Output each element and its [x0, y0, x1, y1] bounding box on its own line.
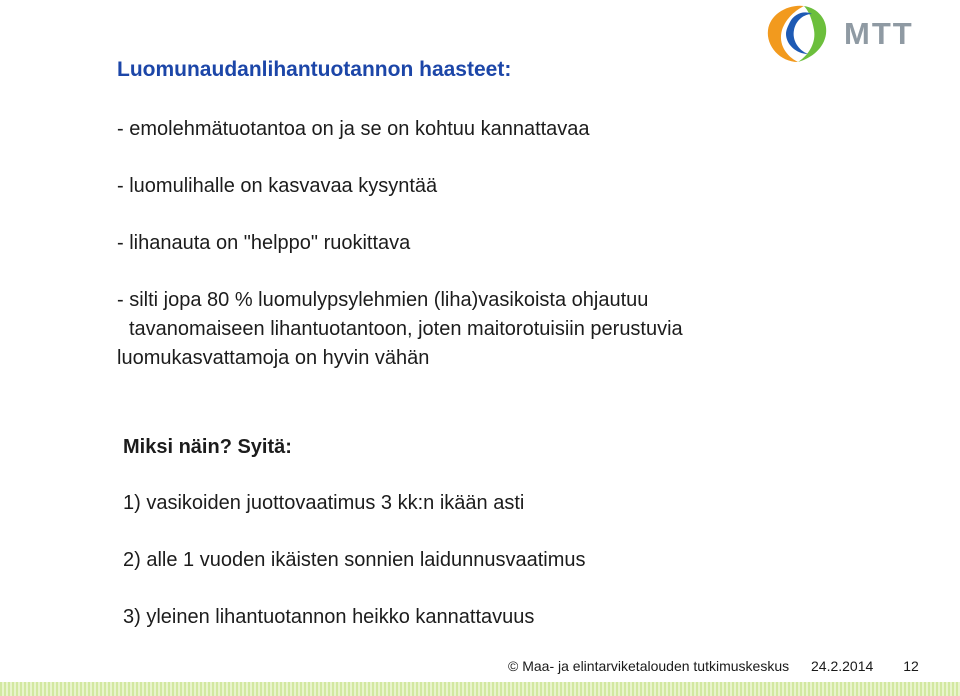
footer-page-number: 12: [903, 658, 919, 674]
footer-copyright: © Maa- ja elintarviketalouden tutkimuskeskus: [508, 658, 790, 674]
mtt-logo-icon: [764, 0, 934, 70]
bullet-4-line-3: luomukasvattamoja on hyvin vähän: [117, 347, 430, 369]
footer-bar: [0, 682, 960, 696]
bullet-4-line-1: - silti jopa 80 % luomulypsylehmien (liha)vasikoista ohjautuu: [117, 289, 649, 311]
slide-title: Luomunaudanlihantuotannon haasteet:: [117, 58, 512, 81]
reason-3: 3) yleinen lihantuotannon heikko kannattavuus: [123, 606, 535, 628]
footer-date: 24.2.2014: [811, 658, 874, 674]
bullet-4-line-2: tavanomaiseen lihantuotantoon, joten maitorotuisiin perustuvia: [129, 318, 683, 340]
bullet-1: - emolehmätuotantoa on ja se on kohtuu kannattavaa: [117, 118, 590, 140]
bullet-3: - lihanauta on "helppo" ruokittava: [117, 232, 411, 254]
footer: [508, 658, 919, 674]
bullet-2: - luomulihalle on kasvavaa kysyntää: [117, 175, 438, 197]
subheading: Miksi näin? Syitä:: [123, 436, 292, 458]
logo-text: MTT: [844, 16, 914, 51]
mtt-logo: [764, 0, 934, 70]
reason-2: 2) alle 1 vuoden ikäisten sonnien laidunnusvaatimus: [123, 549, 586, 571]
reason-1: 1) vasikoiden juottovaatimus 3 kk:n ikään asti: [123, 492, 525, 514]
